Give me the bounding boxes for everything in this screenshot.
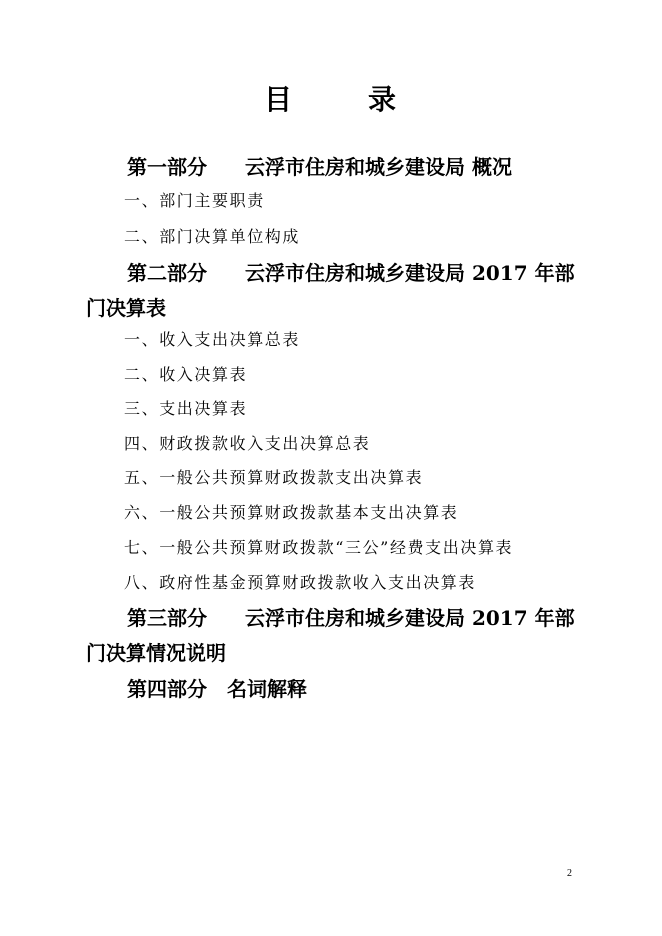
toc-item[interactable]: 三、支出决算表 [124,399,248,418]
page-title [0,78,662,118]
section-number: 第二部分 [127,261,207,285]
toc-item[interactable]: 七、一般公共预算财政拨款“三公”经费支出决算表 [124,538,514,557]
section-3-heading[interactable] [127,604,575,632]
section-3-heading-continuation[interactable]: 门决算情况说明 [86,641,226,665]
toc-item[interactable]: 一、部门主要职责 [124,191,265,210]
section-4-heading[interactable] [127,675,307,703]
section-title: 云浮市住房和城乡建设局 概况 [245,155,512,179]
toc-item[interactable]: 八、政府性基金预算财政拨款收入支出决算表 [124,573,477,592]
toc-item[interactable]: 二、收入决算表 [124,365,248,384]
section-2-heading[interactable] [127,259,575,287]
section-2-heading-continuation[interactable]: 门决算表 [86,296,166,320]
section-number: 第四部分 [127,677,207,701]
title-char-1: 目 [263,83,294,116]
section-title: 名词解释 [227,677,307,701]
toc-item[interactable]: 五、一般公共预算财政拨款支出决算表 [124,468,424,487]
page-number: 2 [567,868,572,879]
toc-item[interactable]: 四、财政拨款收入支出决算总表 [124,434,371,453]
section-number: 第三部分 [127,606,207,630]
toc-item[interactable]: 六、一般公共预算财政拨款基本支出决算表 [124,503,459,522]
section-title: 云浮市住房和城乡建设局 2017 年部 [245,606,575,630]
section-number: 第一部分 [127,155,207,179]
section-title: 云浮市住房和城乡建设局 2017 年部 [245,261,575,285]
toc-item[interactable]: 一、收入支出决算总表 [124,330,301,349]
title-char-2: 录 [368,83,399,116]
toc-item[interactable]: 二、部门决算单位构成 [124,227,301,246]
section-1-heading[interactable] [127,153,512,181]
